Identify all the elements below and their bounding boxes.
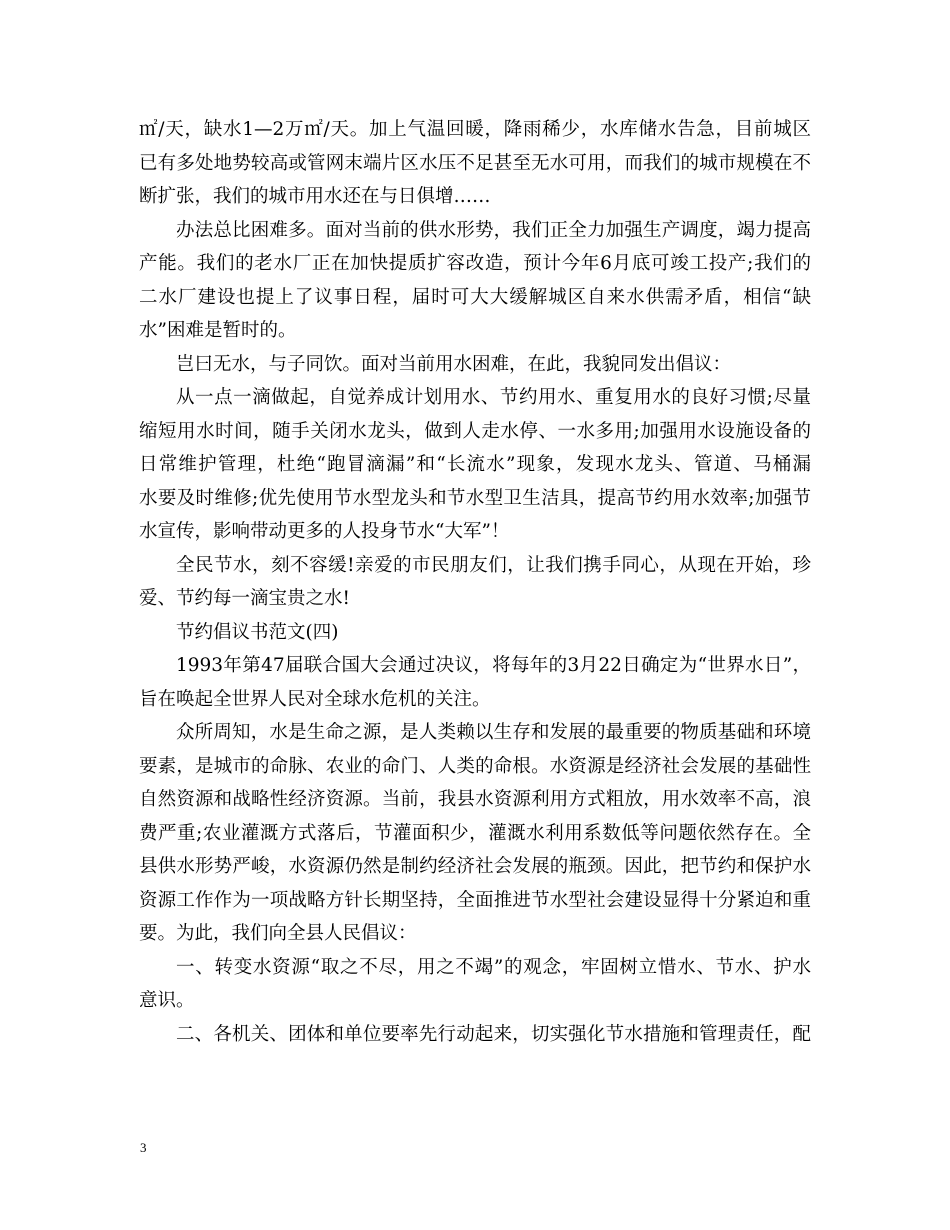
- text-line: 已有多处地势较高或管网末端片区水压不足甚至无水可用，而我们的城市规模在不: [139, 152, 811, 174]
- text-line: 水要及时维修;优先使用节水型龙头和节水型卫生洁具，提高节约用水效率;加强节: [139, 487, 811, 509]
- text-line: 产能。我们的老水厂正在加快提质扩容改造，预计今年6月底可竣工投产;我们的: [139, 253, 811, 274]
- text-line: 一、转变水资源“取之不尽，用之不竭”的观念，牢固树立惜水、节水、护水: [176, 956, 811, 978]
- text-line: 县供水形势严峻，水资源仍然是制约经济社会发展的瓶颈。因此，把节约和保护水: [139, 856, 811, 877]
- text-line: 缩短用水时间，随手关闭水龙头，做到人走水停、一水多用;加强用水设施设备的: [139, 420, 811, 442]
- text-line: 众所周知，水是生命之源，是人类赖以生存和发展的最重要的物质基础和环境: [176, 722, 811, 743]
- text-line: 岂曰无水，与子同饮。面对当前用水困难，在此，我貌同发出倡议：: [176, 353, 732, 375]
- text-line: 水”困难是暂时的。: [139, 320, 297, 341]
- text-line: 自然资源和战略性经济资源。当前，我县水资源利用方式粗放，用水效率不高，浪: [139, 789, 811, 810]
- text-line: 要。为此，我们向全县人民倡议：: [139, 923, 417, 944]
- text-line: 费严重;农业灌溉方式落后，节灌面积少，灌溉水利用系数低等问题依然存在。全: [139, 822, 811, 844]
- text-line: 水宣传，影响带动更多的人投身节水“大军”！: [139, 521, 510, 542]
- text-line: 意识。: [139, 990, 195, 1011]
- text-line: 节约倡议书范文(四): [176, 621, 339, 643]
- text-line: 二、各机关、团体和单位要率先行动起来，切实强化节水措施和管理责任，配: [176, 1023, 811, 1045]
- text-line: 要素，是城市的命脉、农业的命门、人类的命根。水资源是经济社会发展的基础性: [139, 755, 811, 777]
- text-line: 全民节水，刻不容缓!亲爱的市民朋友们，让我们携手同心，从现在开始，珍: [176, 554, 811, 576]
- text-line: 办法总比困难多。面对当前的供水形势，我们正全力加强生产调度，竭力提高: [176, 219, 811, 241]
- text-line: 从一点一滴做起，自觉养成计划用水、节约用水、重复用水的良好习惯;尽量: [176, 387, 811, 408]
- text-line: ㎡/天，缺水1—2万㎡/天。加上气温回暖，降雨稀少，水库储水告急，目前城区: [139, 119, 811, 140]
- text-line: 爱、节约每一滴宝贵之水!: [139, 588, 350, 609]
- body-text: [139, 113, 811, 1051]
- text-line: 资源工作作为一项战略方针长期坚持，全面推进节水型社会建设显得十分紧迫和重: [139, 889, 811, 911]
- page-number: 3: [140, 1140, 147, 1155]
- text-line: 旨在唤起全世界人民对全球水危机的关注。: [139, 688, 491, 710]
- text-line: 1993年第47届联合国大会通过决议，将每年的3月22日确定为“世界水日”，: [176, 655, 811, 676]
- text-line: 二水厂建设也提上了议事日程，届时可大大缓解城区自来水供需矛盾，相信“缺: [139, 286, 811, 308]
- text-line: 日常维护管理，杜绝“跑冒滴漏”和“长流水”现象，发现水龙头、管道、马桶漏: [139, 454, 811, 475]
- text-line: 断扩张，我们的城市用水还在与日俱增……: [139, 186, 491, 207]
